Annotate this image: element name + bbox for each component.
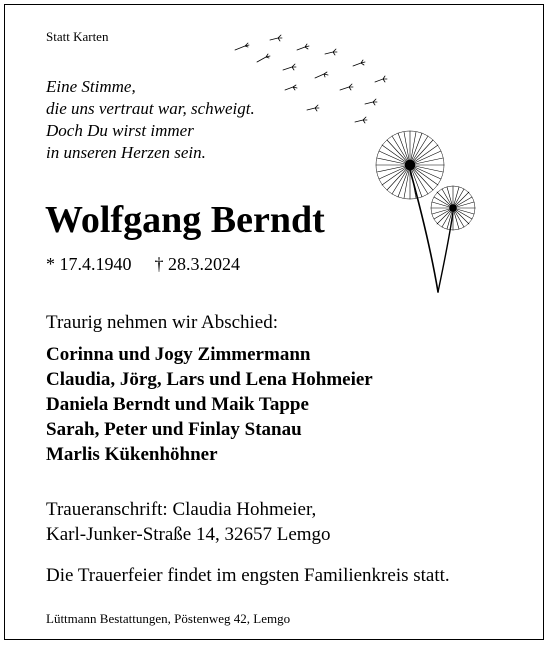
dandelion-icon — [225, 30, 485, 300]
death-date: 28.3.2024 — [168, 254, 240, 274]
address-line: Karl-Junker-Straße 14, 32657 Lemgo — [46, 524, 331, 545]
verse — [46, 76, 255, 164]
deceased-name: Wolfgang Berndt — [45, 199, 325, 241]
birth-symbol: * — [46, 254, 55, 274]
verse-line: Doch Du wirst immer — [46, 121, 194, 140]
verse-line: Eine Stimme, — [46, 77, 136, 96]
life-dates — [46, 253, 240, 275]
mourning-address — [46, 497, 331, 547]
birth-date: 17.4.1940 — [59, 254, 132, 274]
mourner-list — [46, 342, 373, 467]
mourner-name: Marlis Kükenhöhner — [46, 444, 218, 465]
address-line: Traueranschrift: Claudia Hohmeier, — [46, 499, 317, 520]
mourner-name: Claudia, Jörg, Lars und Lena Hohmeier — [46, 369, 373, 390]
death-symbol: † — [154, 254, 164, 274]
mourning-intro: Traurig nehmen wir Abschied: — [46, 312, 279, 333]
header-note: Statt Karten — [46, 29, 109, 44]
verse-line: in unseren Herzen sein. — [46, 143, 206, 162]
ceremony-note: Die Trauerfeier findet im engsten Familienkreis statt. — [46, 565, 450, 586]
verse-line: die uns vertraut war, schweigt. — [46, 99, 255, 118]
funeral-home: Lüttmann Bestattungen, Pöstenweg 42, Lemgo — [46, 611, 291, 626]
mourner-name: Sarah, Peter und Finlay Stanau — [46, 419, 302, 440]
mourner-name: Corinna und Jogy Zimmermann — [46, 344, 311, 365]
mourner-name: Daniela Berndt und Maik Tappe — [46, 394, 309, 415]
